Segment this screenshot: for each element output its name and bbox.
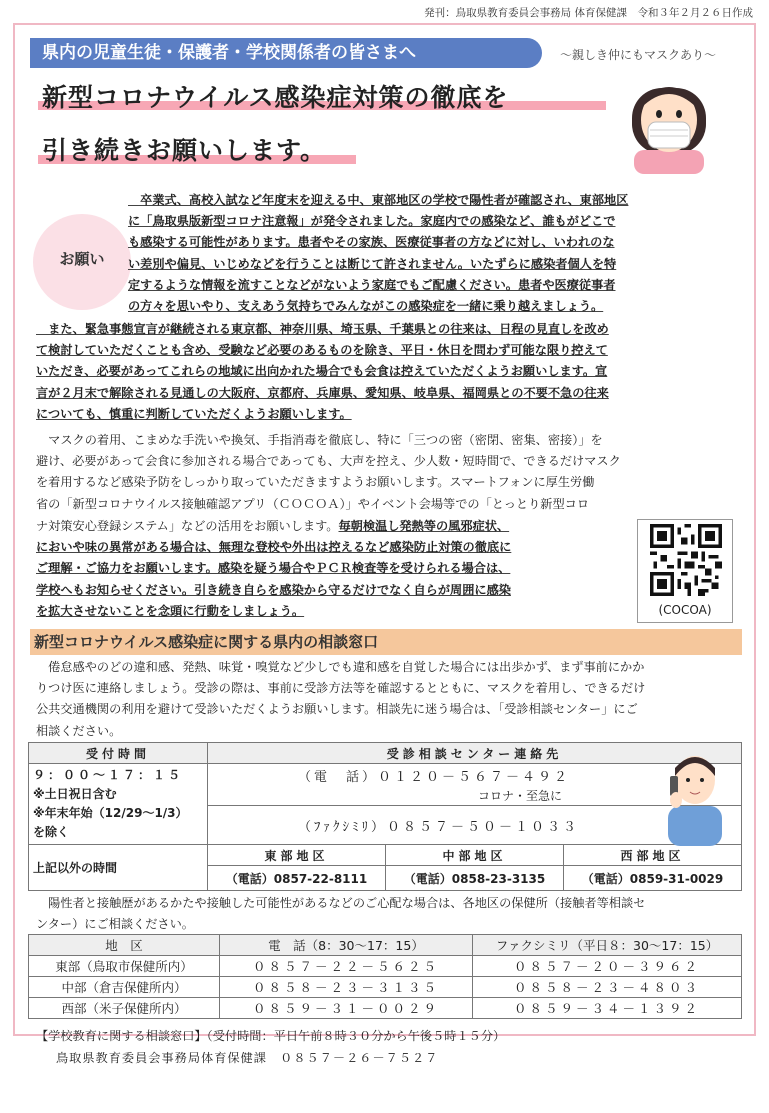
paragraph-notice xyxy=(128,190,628,317)
headline-line-1: 新型コロナウイルス感染症対策の徹底を xyxy=(42,83,509,112)
text-line: を拡大させないことを念頭に行動をしましょう。 xyxy=(36,603,305,618)
text-line: に「鳥取県版新型コロナ注意報」が発令されました。家庭内での感染など、誰もがどこで xyxy=(128,214,616,229)
region-west-name: 西部地区 xyxy=(564,845,742,866)
text-line: を着用するなど感染予防をしっかり取っていただきますようお願いします。スマートフォンに厚生労働 xyxy=(36,475,595,490)
region-central-name: 中部地区 xyxy=(386,845,564,866)
text-line: 定するような情報を流すことなどがないよう家庭でもご配慮ください。患者や医療従事者 xyxy=(128,277,616,292)
row-tel: ０８５８－２３－３１３５ xyxy=(220,977,473,998)
text-line: 公共交通機関の利用を避けて受診いただくようお願いします。相談先に迷う場合は、「受診相談センター」にご xyxy=(36,702,638,717)
text-line: ご理解・ご協力をお願いします。感染を疑う場合やＰＣＲ検査等を受けられる場合は、 xyxy=(36,561,511,576)
footer-office-contact: 鳥取県教育委員会事務局体育保健課 ０８５７－２６－７５２７ xyxy=(56,1051,439,1065)
center-tel: （電 話）０１２０－５６７－４９２ xyxy=(298,769,571,785)
region-west-tel: （電話）0859-31-0029 xyxy=(564,866,742,891)
header-region: 地 区 xyxy=(29,935,220,956)
text-line: 卒業式、高校入試など年度末を迎える中、東部地区の学校で陽性者が確認され、東部地区 xyxy=(128,193,629,207)
text-line: 学校へもお知らせください。引き続き自らを感染から守るだけでなく自らが周囲に感染 xyxy=(36,582,511,597)
center-tel-note-cell xyxy=(208,786,742,805)
consultation-center-table xyxy=(28,742,742,891)
row-region: 中部（倉吉保健所内） xyxy=(29,977,220,998)
text-line: い差別や偏見、いじめなどを行うことは断じて許されません。いたずらに感染者個人を特 xyxy=(128,256,617,271)
text-line: の方々を思いやり、支えあう気持ちでみんながこの感染症を一緒に乗り越えましょう。 xyxy=(128,299,604,314)
hours-note: を除く xyxy=(33,825,70,839)
section-title-consultation: 新型コロナウイルス感染症に関する県内の相談窓口 xyxy=(30,629,742,655)
header-hours: 受付時間 xyxy=(29,743,208,764)
row-tel: ０８５９－３１－００２９ xyxy=(220,998,473,1019)
region-central-tel: （電話）0858-23-3135 xyxy=(386,866,564,891)
row-region: 東部（鳥取市保健所内） xyxy=(29,956,220,977)
text-span: ナ対策安心登録システム」などの活用をお願いします。 xyxy=(36,519,339,533)
issuer-line: 発刊：鳥取県教育委員会事務局 体育保健課 令和３年２月２６日作成 xyxy=(424,7,753,19)
text-line: 言が２月末で解除される見通しの大阪府、京都府、兵庫県、愛知県、岐阜県、福岡県との不要不急の往来 xyxy=(36,385,609,400)
header-center: 受診相談センター連絡先 xyxy=(208,743,742,764)
man-on-phone-illustration xyxy=(664,746,726,846)
region-east-name: 東部地区 xyxy=(208,845,386,866)
text-line: 相談ください。 xyxy=(36,723,122,738)
header-tel: 電 話（8：30～17：15） xyxy=(220,935,473,956)
headline-line-2: 引き続きお願いします。 xyxy=(42,136,327,165)
paragraph-consultation xyxy=(36,657,645,742)
text-line: 陽性者と接触歴があるかたや接触した可能性があるなどのご心配な場合は、各地区の保健所（接触者等相談セ xyxy=(36,896,646,910)
qr-caption: (COCOA) xyxy=(658,603,712,617)
text-line: についても、慎重に判断していただくようお願いします。 xyxy=(36,406,352,421)
row-fax: ０８５７－２０－３９６２ xyxy=(473,956,742,977)
text-line: いただき、必要があってこれらの地域に出向かれた場合でも会食は控えていただくようお願いします。宣 xyxy=(36,364,608,379)
region-east-tel: （電話）0857-22-8111 xyxy=(208,866,386,891)
footer-school-consult: 【学校教育に関する相談窓口】（受付時間：平日午前８時３０分から午後５時１５分） xyxy=(36,1029,506,1043)
qr-code-icon[interactable] xyxy=(650,524,722,596)
text-line: て検討していただくことも含め、受験など必要のあるものを除き、平日・休日を問わず可能な限り控えて xyxy=(36,343,608,358)
header-fax: ファクシミリ（平日８：30～17：15） xyxy=(473,935,742,956)
health-center-table xyxy=(28,934,742,1019)
row-fax: ０８５９－３４－１３９２ xyxy=(473,998,742,1019)
paragraph-contact-note xyxy=(36,893,645,935)
text-line: りつけ医に連絡しましょう。受診の際は、事前に受診方法等を確認するとともに、マスクを着用し、できるだけ xyxy=(36,681,646,696)
text-line: ンター）にご相談ください。 xyxy=(36,917,194,932)
paragraph-prevention xyxy=(36,430,621,515)
center-tel-cell xyxy=(208,764,742,787)
text-line: においや味の異常がある場合は、無理な登校や外出は控えるなど感染防止対策の徹底に xyxy=(36,540,512,555)
paragraph-prevention-cont xyxy=(36,516,511,622)
text-line xyxy=(36,516,511,537)
center-fax: （ﾌｧｸｼﾐﾘ）０８５７－５０－１０３３ xyxy=(298,819,580,835)
table-row xyxy=(29,977,742,998)
text-span-bold: 毎朝検温し発熱等の風邪症状、 xyxy=(338,519,510,533)
please-label: お願い xyxy=(59,250,105,268)
text-line: 避け、必要があって会食に参加される場合であっても、大声を控え、少人数・短時間で、できるだけマスク xyxy=(36,454,621,469)
row-region: 西部（米子保健所内） xyxy=(29,998,220,1019)
text-line: マスクの着用、こまめな手洗いや換気、手指消毒を徹底し、特に「三つの密（密閉、密集、密接）」を xyxy=(36,433,603,447)
table-row xyxy=(29,998,742,1019)
other-hours-label: 上記以外の時間 xyxy=(29,845,208,891)
hours-note: ※年末年始（12/29～1/3） xyxy=(33,806,188,820)
row-tel: ０８５７－２２－５６２５ xyxy=(220,956,473,977)
center-tel-note: コロナ・至急に xyxy=(478,789,563,804)
audience-banner: 県内の児童生徒・保護者・学校関係者の皆さまへ xyxy=(30,38,542,68)
text-line: も感染する可能性があります。患者やその家族、医療従事者の方などに対し、いわれのな xyxy=(128,235,615,250)
hours-cell xyxy=(29,764,208,845)
motto: ～親しき仲にもマスクあり～ xyxy=(560,48,717,62)
hours-value: ９：００～１７：１５ xyxy=(33,768,184,782)
masked-girl-illustration xyxy=(624,70,714,174)
hours-note: ※土日祝日含む xyxy=(33,787,117,801)
center-fax-cell xyxy=(208,806,742,845)
paragraph-travel xyxy=(36,319,609,425)
text-line: また、緊急事態宣言が継続される東京都、神奈川県、埼玉県、千葉県との往来は、日程の見直しを改め xyxy=(36,322,609,336)
row-fax: ０８５８－２３－４８０３ xyxy=(473,977,742,998)
table-row xyxy=(29,956,742,977)
text-line: 省の「新型コロナウイルス接触確認アプリ（ＣＯＣＯＡ）」やイベント会場等での「とっとり新型コロ xyxy=(36,496,590,511)
text-line: 倦怠感やのどの違和感、発熱、味覚・嗅覚など少しでも違和感を自覚した場合には出歩かず、まず事前にかか xyxy=(36,660,645,674)
